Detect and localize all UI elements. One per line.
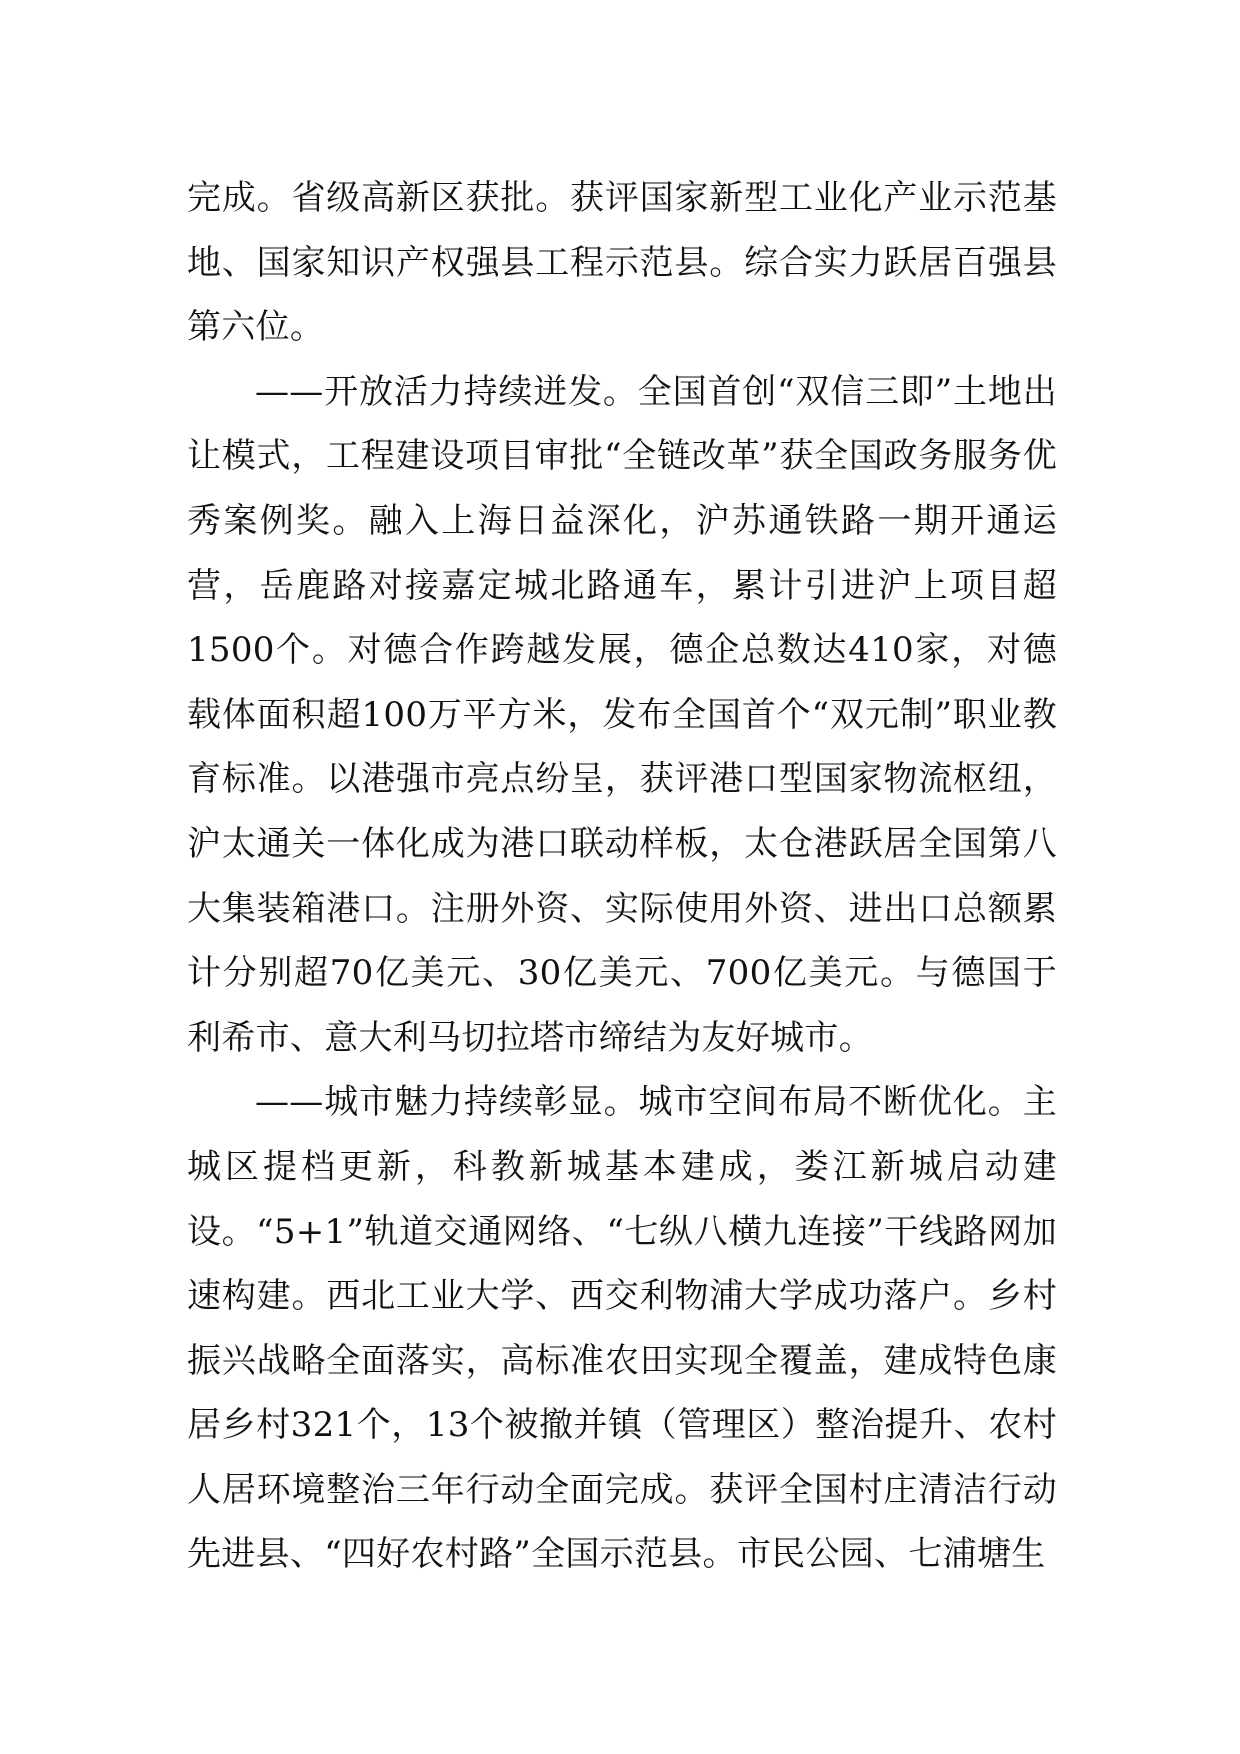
paragraph-2: ——开放活力持续迸发。全国首创“双信三即”土地出让模式，工程建设项目审批“全链改革”获全国政务服务优秀案例奖。融入上海日益深化，沪苏通铁路一期开通运营，岳鹿路对接嘉定城北路通车，累计引进沪上项目超1500个。对德合作跨越发展，德企总数达410家，对德载体面积超100万平方米，发布全国首个“双元制”职业教育标准。以港强市亮点纷呈，获评港口型国家物流枢纽，沪太通关一体化成为港口联动样板，太仓港跃居全国第八大集装箱港口。注册外资、实际使用外资、进出口总额累计分别超70亿美元、30亿美元、700亿美元。与德国于利希市、意大利马切拉塔市缔结为友好城市。 <box>187 371 1057 1058</box>
paragraph-1: 完成。省级高新区获批。获评国家新型工业化产业示范基地、国家知识产权强县工程示范县。综合实力跃居百强县第六位。 <box>187 178 1057 348</box>
body-text <box>187 166 1057 1587</box>
paragraph-3: ——城市魅力持续彰显。城市空间布局不断优化。主城区提档更新，科教新城基本建成，娄江新城启动建设。“5+1”轨道交通网络、“七纵八横九连接”干线路网加速构建。西北工业大学、西交利物浦大学成功落户。乡村振兴战略全面落实，高标准农田实现全覆盖，建成特色康居乡村321个，13个被撤并镇（管理区）整治提升、农村人居环境整治三年行动全面完成。获评全国村庄清洁行动先进县、“四好农村路”全国示范县。市民公园、七浦塘生 <box>187 1082 1057 1575</box>
